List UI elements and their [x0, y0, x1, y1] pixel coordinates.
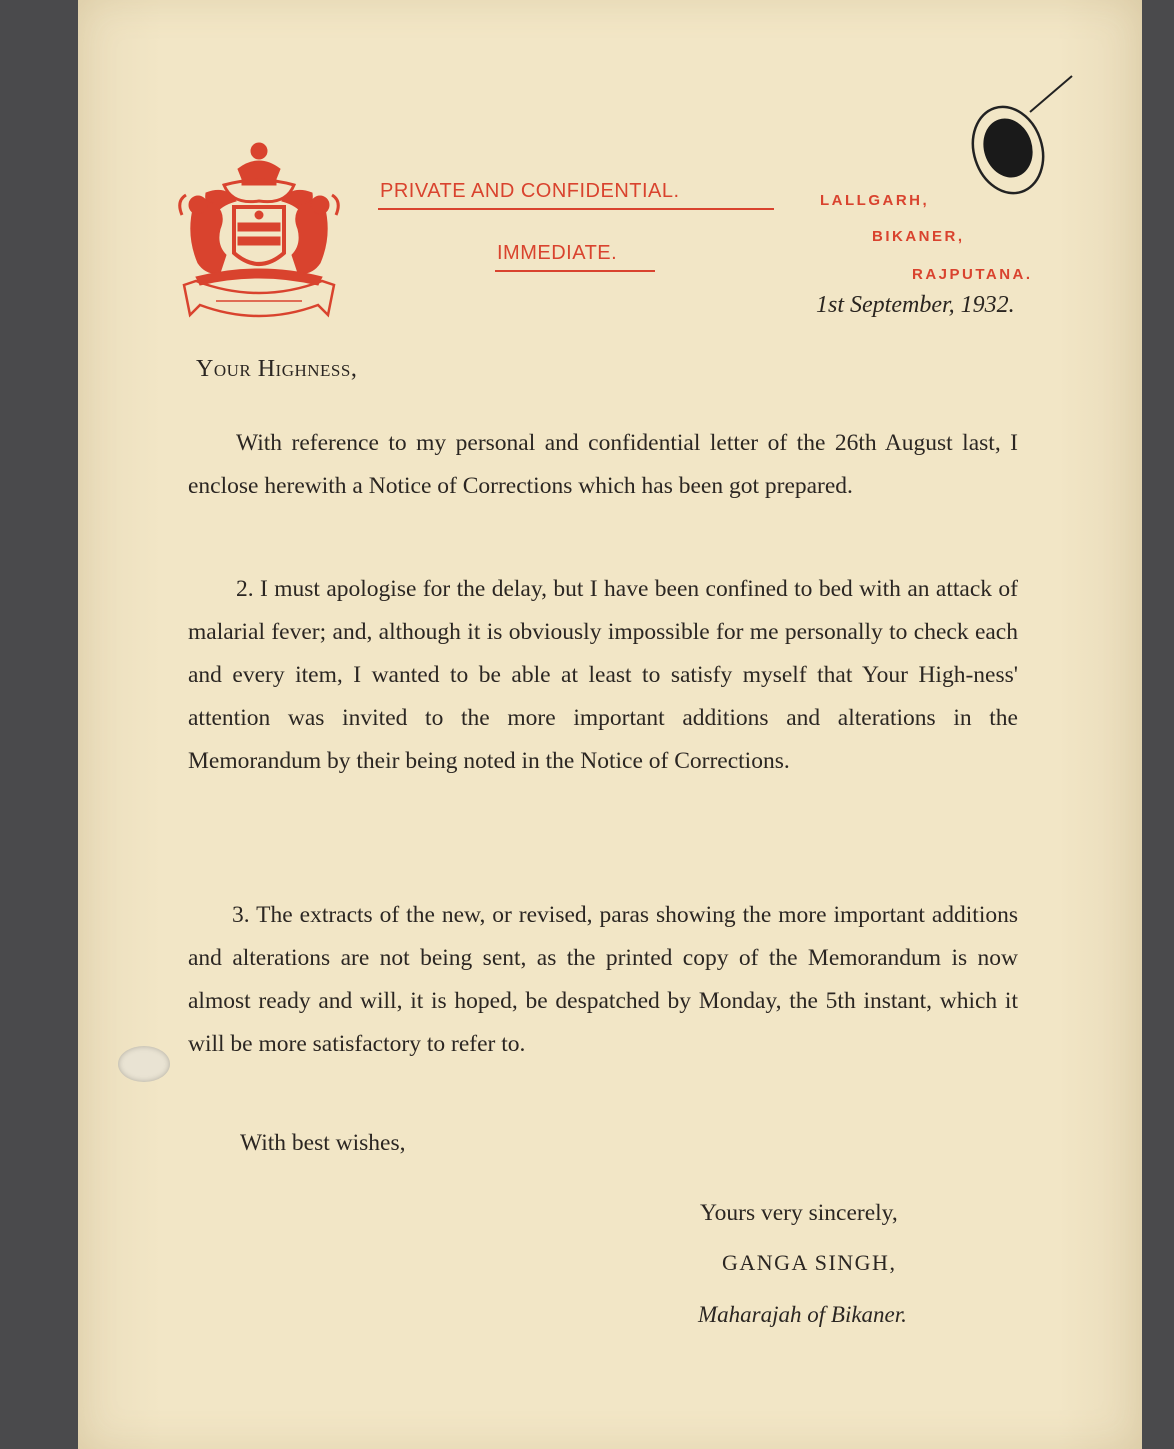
salutation: Your Highness, [196, 356, 358, 382]
closing: Yours very sincerely, [700, 1200, 898, 1226]
best-wishes: With best wishes, [240, 1130, 406, 1156]
address-line-2: BIKANER, [872, 228, 965, 245]
letter-date: 1st September, 1932. [816, 292, 1015, 318]
heading-private-confidential: PRIVATE AND CONFIDENTIAL. [380, 180, 680, 202]
ink-stamp-icon [968, 72, 1078, 212]
signer-title: Maharajah of Bikaner. [698, 1302, 907, 1327]
paragraph-2: 2. I must apologise for the delay, but I have been confined to bed with an attack of malarial fever; and, although it is obviously impossible for me personally to check each and every item, I wanted to be able at least to satisfy myself that Your High-ness' attention was invited to the more important additions and alterations in the Memorandum by their being noted in the Notice of Corrections. [188, 576, 1018, 774]
address-line-1: LALLGARH, [820, 192, 930, 209]
heading-immediate: IMMEDIATE. [497, 242, 618, 264]
paragraph-3: 3. The extracts of the new, or revised, paras showing the more important additions and alterations are not being sent, as the printed copy of the Memorandum is now almost ready and will, it is hoped, be despatched by Monday, the 5th instant, which it will be more satisfactory to refer to. [188, 902, 1018, 1057]
address-line-3: RAJPUTANA. [912, 266, 1033, 283]
heading-underline [378, 208, 774, 210]
paper-tear [118, 1046, 170, 1082]
paragraph-1: With reference to my personal and confidential letter of the 26th August last, I enclose herewith a Notice of Corrections which has been got prepared. [188, 430, 1018, 499]
signer-name: GANGA SINGH, [722, 1250, 897, 1275]
coat-of-arms-icon [176, 135, 342, 320]
heading-underline [495, 270, 655, 272]
